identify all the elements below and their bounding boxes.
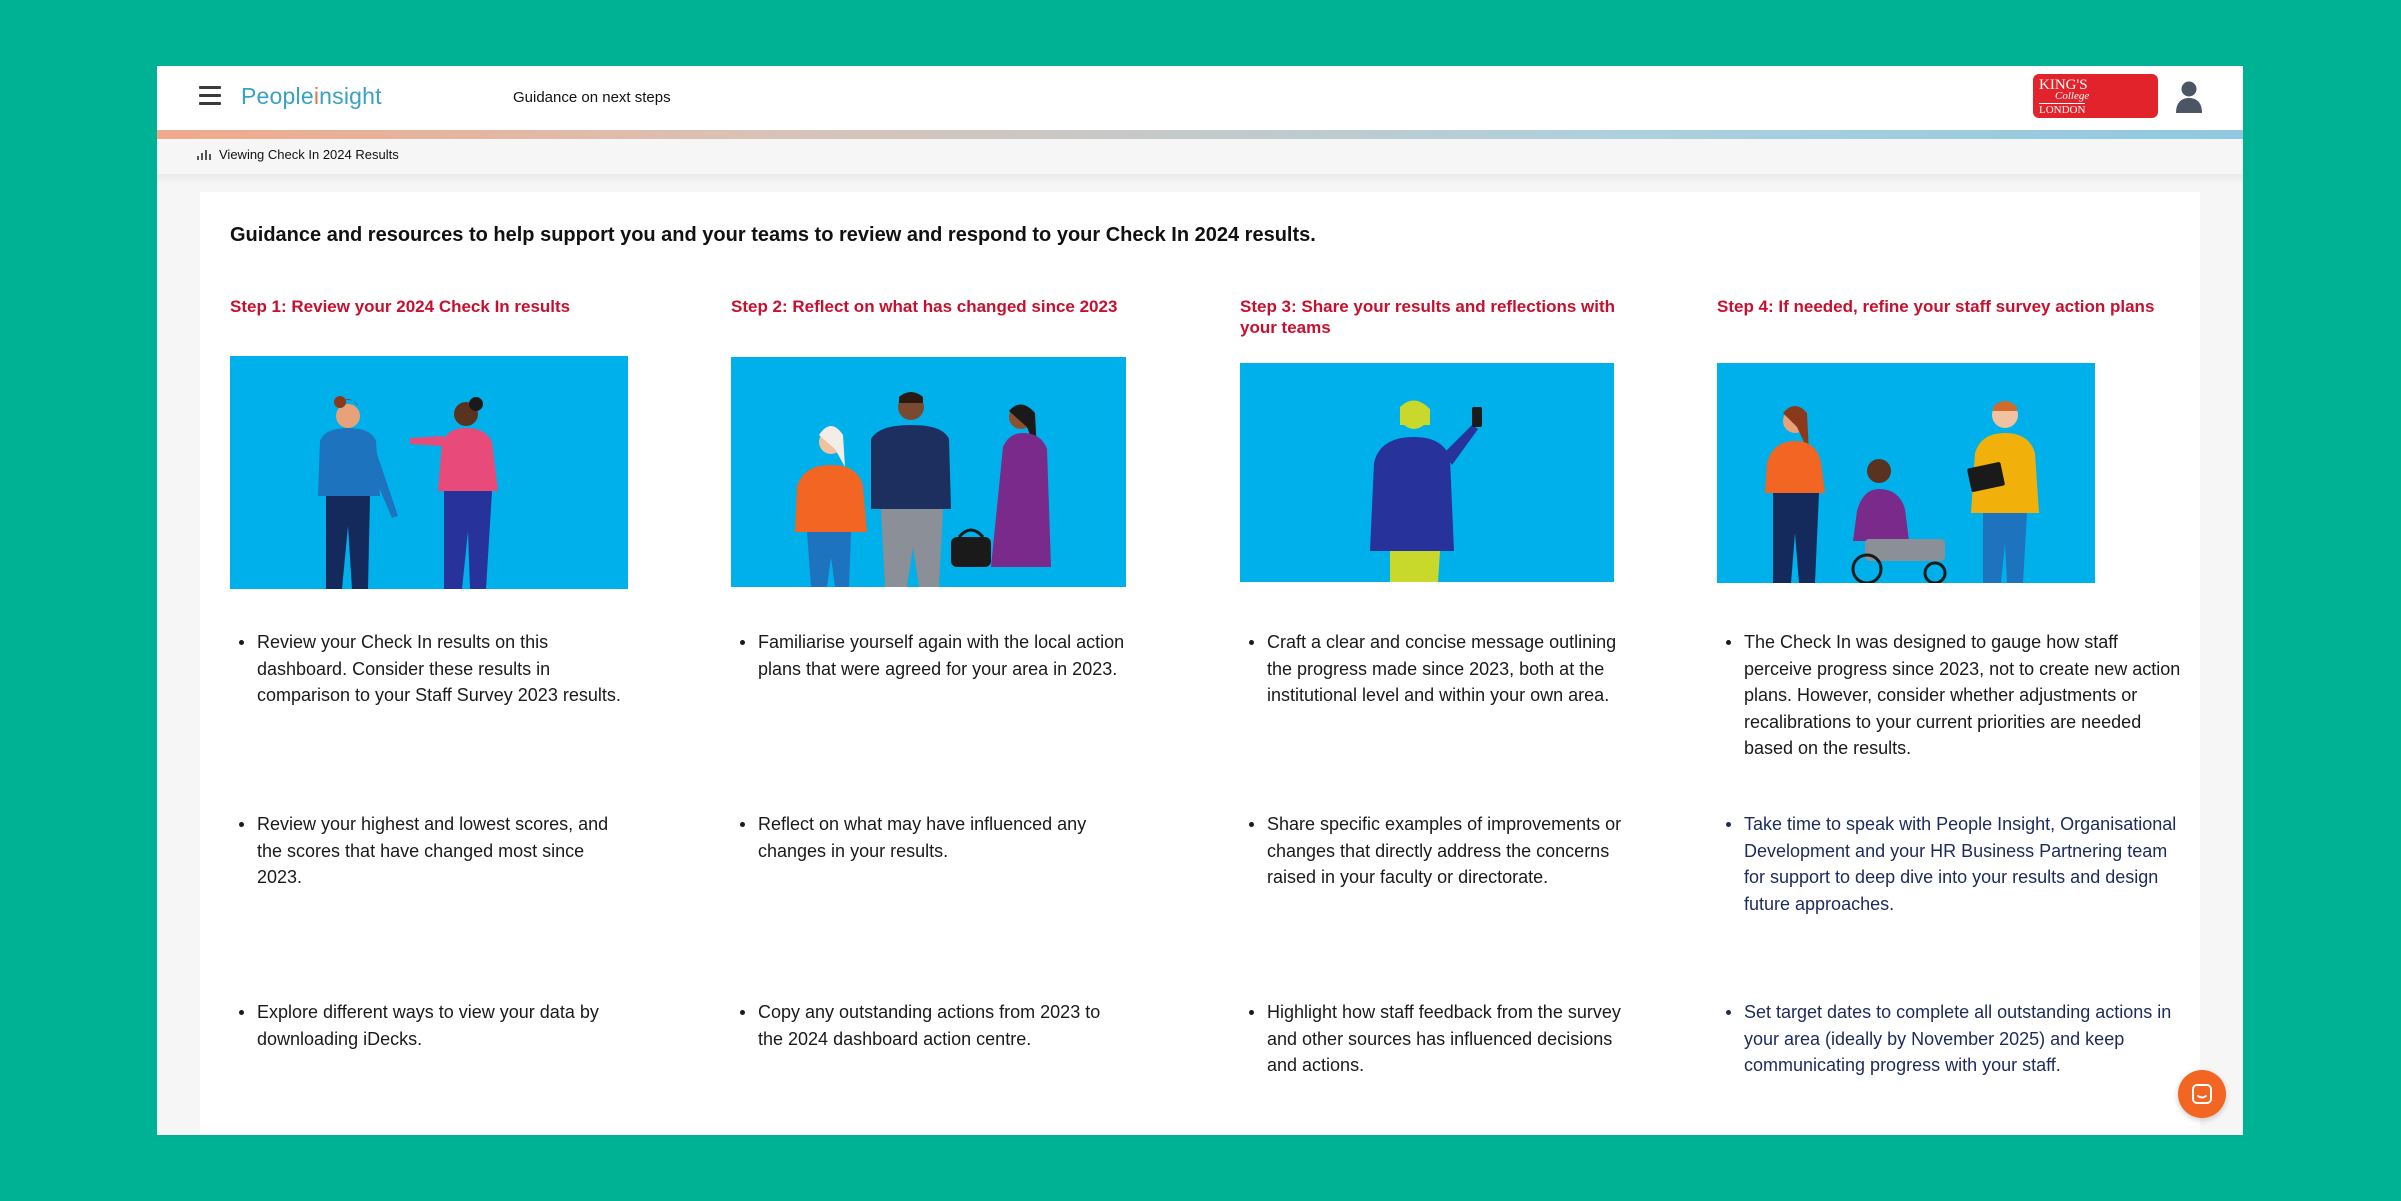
breadcrumb: [197, 145, 399, 163]
step-4-bullet-3-link[interactable]: Set target dates to complete all outstanding actions in your area (ideally by November 2025) and keep communicating progress with your staff.: [1717, 999, 2184, 1079]
step-1-title: Step 1: Review your 2024 Check In results: [230, 297, 571, 316]
step-2-illustration: [731, 357, 1126, 587]
step-2-bullet-2: Reflect on what may have influenced any changes in your results.: [731, 811, 1128, 864]
logo-text-people: People: [241, 83, 314, 109]
step-1-bullet-3: Explore different ways to view your data by downloading iDecks.: [230, 999, 627, 1052]
step-3-illustration: [1240, 363, 1614, 582]
person-with-phone-illustration: [1240, 363, 1614, 582]
badge-line-3: LONDON: [2039, 104, 2086, 116]
people-insight-logo[interactable]: [241, 83, 382, 110]
step-4-bullet-2-link[interactable]: Take time to speak with People Insight, Organisational Development and your HR Business Partnering team for support to deep dive into your results and design future approaches.: [1717, 811, 2184, 917]
badge-line-2: College: [2055, 90, 2090, 102]
app-window: [157, 66, 2243, 1135]
bar-chart-icon: [197, 148, 211, 160]
hamburger-icon[interactable]: [199, 86, 221, 106]
logo-text-nsight: nsight: [319, 83, 382, 109]
step-4-title: Step 4: If needed, refine your staff survey action plans: [1717, 297, 2155, 316]
step-3-bullet-2: Share specific examples of improvements or changes that directly address the concerns raised in your faculty or directorate.: [1240, 811, 1637, 891]
step-3-bullet-3: Highlight how staff feedback from the survey and other sources has influenced decisions and actions.: [1240, 999, 1637, 1079]
step-4-bullet-1: The Check In was designed to gauge how staff perceive progress since 2023, not to create new action plans. However, consider whether adjustments or recalibrations to your current priorities are needed based on the results.: [1717, 629, 2184, 762]
step-2-bullet-3: Copy any outstanding actions from 2023 to the 2024 dashboard action centre.: [731, 999, 1128, 1052]
intro-heading: Guidance and resources to help support you and your teams to review and respond to your Check In 2024 results.: [230, 224, 1316, 246]
header-gradient-divider: [157, 130, 2243, 139]
two-people-talking-illustration: [230, 356, 628, 589]
step-1-illustration: [230, 356, 628, 589]
step-2-title: Step 2: Reflect on what has changed since 2023: [731, 297, 1118, 316]
logo-text-i: i: [313, 83, 320, 109]
step-1-bullet-1: Review your Check In results on this dashboard. Consider these results in comparison to your Staff Survey 2023 results.: [230, 629, 627, 709]
breadcrumb-text: Viewing Check In 2024 Results: [219, 146, 399, 162]
three-people-group-illustration: [731, 357, 1126, 587]
step-3-title: Step 3: Share your results and reflections with your teams: [1240, 297, 1616, 337]
top-bar: [157, 66, 2243, 130]
chat-launcher-button[interactable]: [2178, 1070, 2226, 1118]
kings-college-logo: [2033, 74, 2158, 118]
step-2-bullet-1: Familiarise yourself again with the local action plans that were agreed for your area in 2023.: [731, 629, 1128, 682]
step-4-illustration: [1717, 363, 2095, 583]
header-shadow: [157, 174, 2243, 184]
badge-line-1: KING'S: [2039, 77, 2088, 93]
guidance-card: [200, 192, 2200, 1135]
chat-icon: [2191, 1083, 2213, 1105]
page-title: Guidance on next steps: [513, 89, 671, 106]
user-icon[interactable]: [2174, 80, 2204, 114]
step-1-bullet-2: Review your highest and lowest scores, and the scores that have changed most since 2023.: [230, 811, 627, 891]
step-3-bullet-1: Craft a clear and concise message outlining the progress made since 2023, both at the institutional level and within your own area.: [1240, 629, 1637, 709]
team-collaboration-illustration: [1717, 363, 2095, 583]
